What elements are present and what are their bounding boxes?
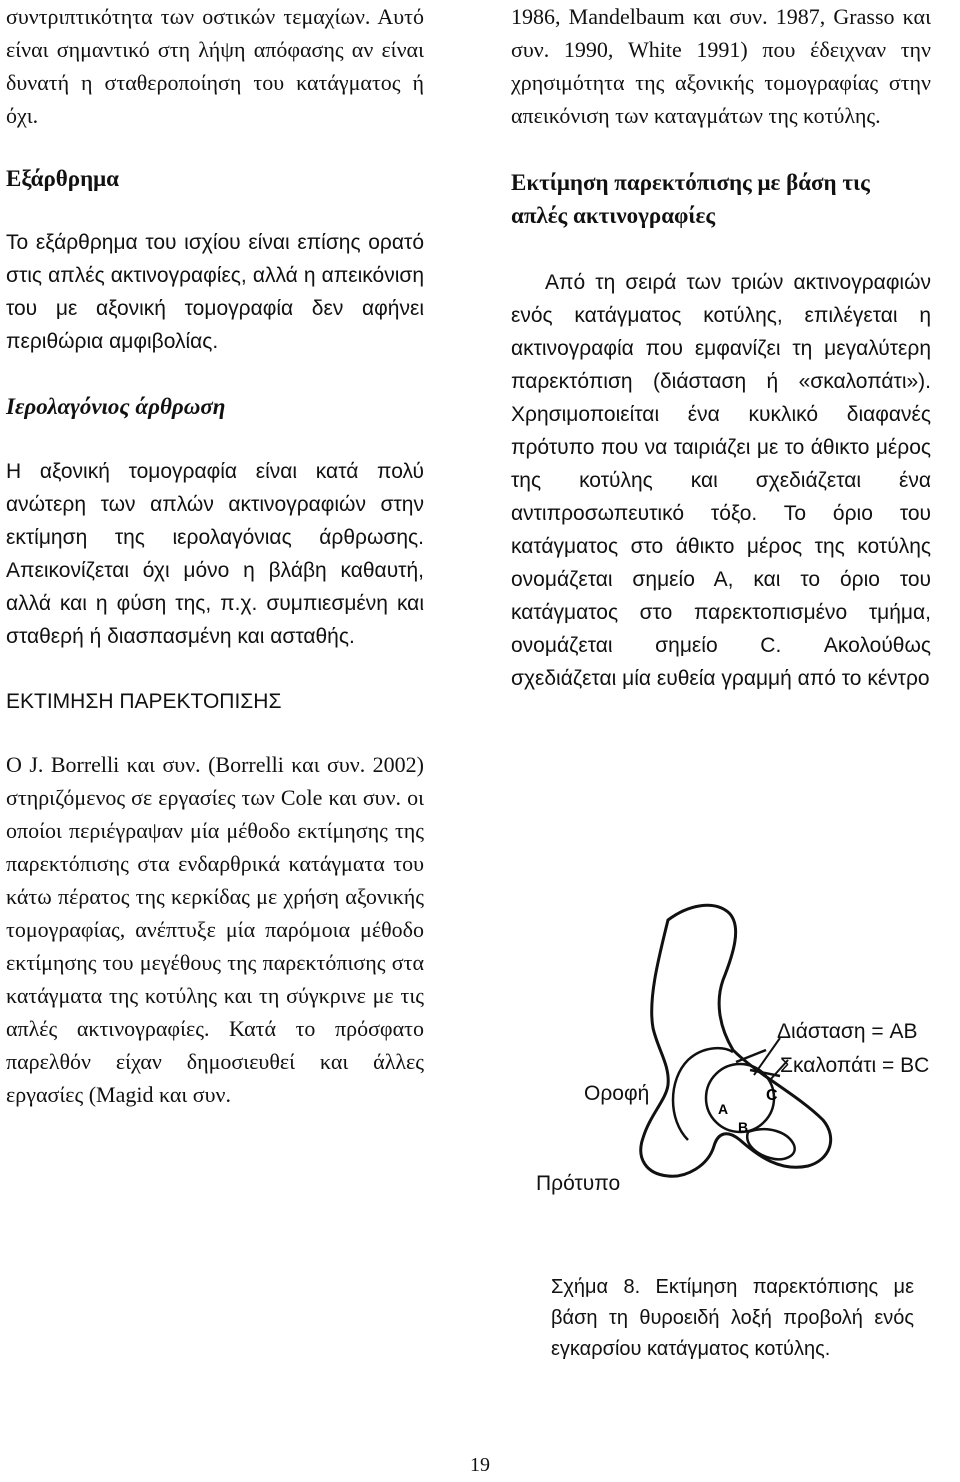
- label-gap: Διάσταση = AB: [777, 1020, 918, 1043]
- obturator-foramen: [747, 1129, 794, 1159]
- template-arc: [673, 1048, 733, 1140]
- point-label-b: B: [738, 1119, 749, 1135]
- paragraph-sacroiliac: Η αξονική τομογραφία είναι κατά πολύ ανώτερη των απλών ακτινογραφιών στην εκτίμηση της ιερολαγόνιας άρθρωσης. Απεικονίζεται όχι μόνο η βλάβη καθαυτή, αλλά και η φύση της, π.χ. συμπιεσμένη και σταθερή ή διασπασμένη και ασταθής.: [6, 460, 424, 648]
- heading-plain-radiograph-estimation: Εκτίμηση παρεκτόπισης με βάση τις απλές ακτινογραφίες: [511, 170, 870, 228]
- figure-caption: Σχήμα 8. Εκτίμηση παρεκτόπισης με βάση τη θυροειδή λοξή προβολή ενός εγκαρσίου κατάγματος κοτύλης.: [551, 1276, 914, 1360]
- figure-acetabulum: [518, 900, 960, 1195]
- label-step: Σκαλοπάτι = BC: [780, 1054, 930, 1077]
- paragraph-dislocation: Το εξάρθρημα του ισχίου είναι επίσης ορατό στις απλές ακτινογραφίες, αλλά η απεικόνιση του με αξονική τομογραφία δεν αφήνει περιθώρια αμφιβολίας.: [6, 231, 424, 353]
- left-column: [6, 0, 424, 1111]
- paragraph-borrelli: Ο J. Borrelli και συν. (Borrelli και συν. 2002) στηριζόμενος σε εργασίες των Cole και συν. οι οποίοι περιέγραψαν μία μέθοδο εκτίμησης της παρεκτόπισης στα ενδαρθρικά κατάγματα του κάτω πέρατος της κερκίδας με χρήση αξονικής τομογραφίας, ανέπτυξε μία παρόμοια μέθοδο εκτίμησης του μεγέθους της παρεκτόπισης στα κατάγματα της κοτύλης και τη σύγκρινε με τις απλές ακτινογραφίες. Κατά το πρόσφατο παρελθόν είχαν δημοσιευθεί και άλλες εργασίες (Magid και συν.: [6, 752, 424, 1107]
- label-template: Πρότυπο: [536, 1172, 621, 1195]
- heading-displacement-estimation: ΕΚΤΙΜΗΣΗ ΠΑΡΕΚΤΟΠΙΣΗΣ: [6, 690, 282, 713]
- paragraph-intro: συντριπτικότητα των οστικών τεμαχίων. Αυτό είναι σημαντικό στη λήψη απόφασης αν είναι δυνατή η σταθεροποίηση του κατάγματος ή όχι.: [6, 4, 424, 128]
- heading-dislocation: Εξάρθρημα: [6, 166, 120, 191]
- point-label-c: C: [766, 1087, 778, 1104]
- right-column: [511, 0, 931, 695]
- label-roof: Οροφή: [584, 1082, 650, 1105]
- page-number: 19: [470, 1454, 490, 1476]
- heading-sacroiliac: Ιερολαγόνιος άρθρωση: [6, 394, 226, 419]
- point-label-a: A: [718, 1101, 729, 1117]
- acetabulum-drawing: [518, 900, 960, 1190]
- paragraph-estimation: Από τη σειρά των τριών ακτινογραφιών ενός κατάγματος κοτύλης, επιλέγεται η ακτινογραφία που εμφανίζει τη μεγαλύτερη παρεκτόπιση (διάσταση ή «σκαλοπάτι»). Χρησιμοποιείται ένα κυκλικό διαφανές πρότυπο που να ταιριάζει με το άθικτο μέρος της κοτύλης και σχεδιάζεται ένα αντιπροσωπευτικό τόξο. Το όριο του κατάγματος στο άθικτο μέρος της κοτύλης ονομάζεται σημείο Α, και το όριο του κατάγματος στο παρεκτοπισμένο τμήμα, ονομάζεται σημείο C. Ακολούθως σχεδιάζεται μία ευθεία γραμμή από το κέντρο: [511, 271, 931, 690]
- paragraph-continuation: 1986, Mandelbaum και συν. 1987, Grasso και συν. 1990, White 1991) που έδειχναν την χρησιμότητα της αξονικής τομογραφίας στην απεικόνιση των καταγμάτων της κοτύλης.: [511, 4, 931, 128]
